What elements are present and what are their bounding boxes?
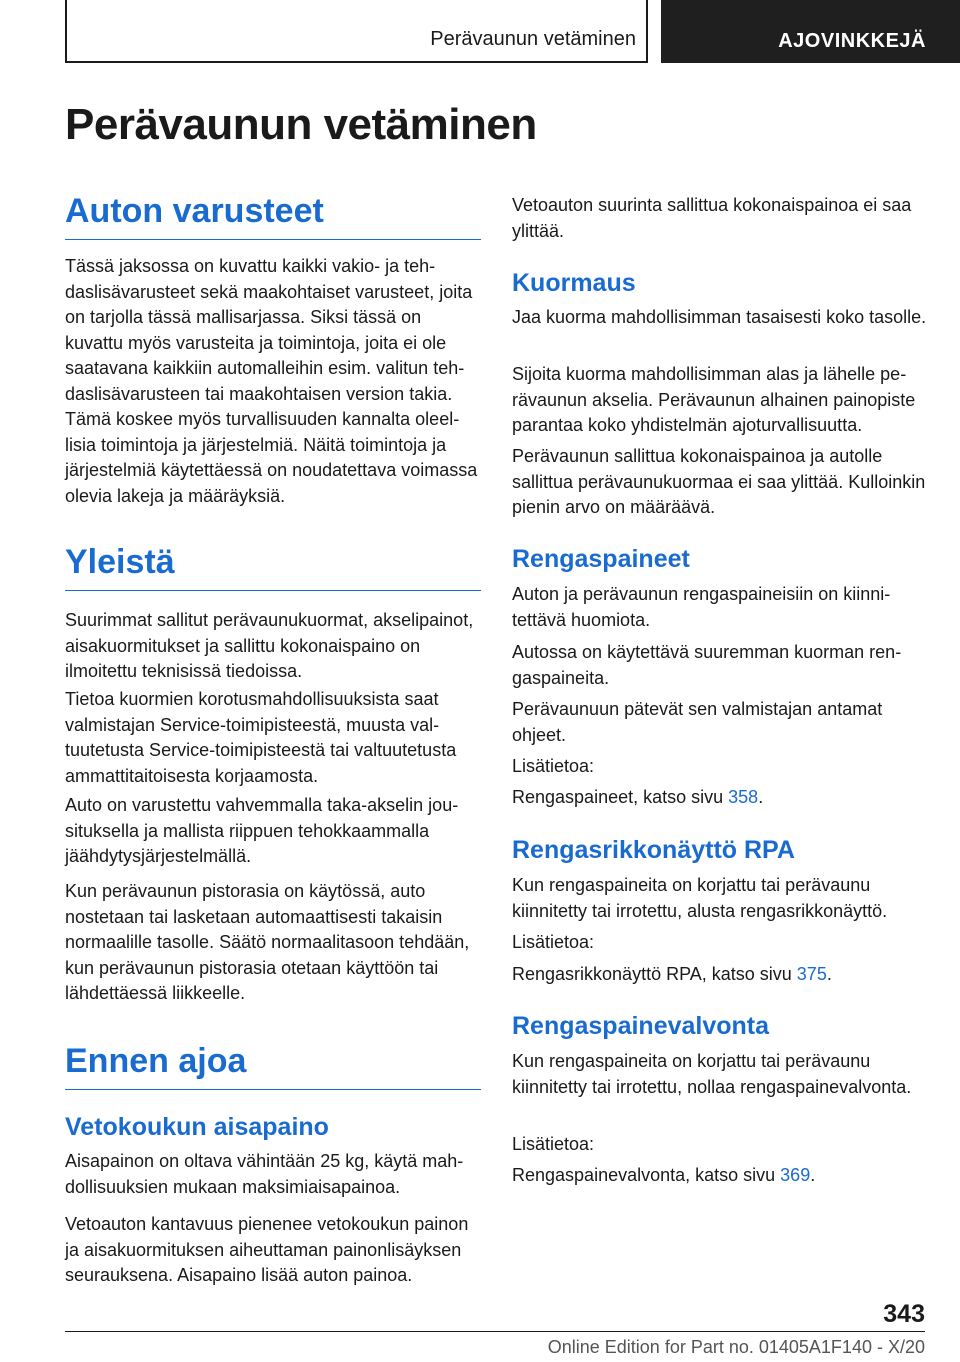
paragraph: Autossa on käytettävä suuremman kuorman rengaspaineita. xyxy=(512,642,902,688)
section-title-ennen-ajoa: Ennen ajoa xyxy=(65,1042,481,1090)
reference-text: Rengasrikkonäyttö RPA, katso sivu xyxy=(512,964,797,984)
page-link[interactable]: 369 xyxy=(780,1165,811,1185)
paragraph: Suurimmat sallitut perävaunukuormat, akselipainot, aisakuormitukset ja sallittu kokonaispaino on ilmoitettu teknisissä tiedoissa. xyxy=(65,610,474,681)
paragraph: Vetoauton suurinta sallittua kokonaispainoa ei saa ylittää. xyxy=(512,195,912,241)
reference-period: . xyxy=(810,1165,816,1185)
reference-text: Rengaspainevalvonta, katso sivu xyxy=(512,1165,781,1185)
paragraph: Perävaunuun pätevät sen valmistajan antamat ohjeet. xyxy=(512,699,883,745)
header-section-label: AJOVINKKEJÄ xyxy=(778,30,926,52)
cross-reference xyxy=(512,785,928,811)
paragraph: Aisapainon on oltava vähintään 25 kg, käytä mahdollisuuksien mukaan maksimiaisapainoa. xyxy=(65,1151,464,1197)
header-section-box xyxy=(661,0,960,63)
paragraph: Jaa kuorma mahdollisimman tasaisesti koko tasolle. xyxy=(512,307,927,327)
cross-reference xyxy=(512,1163,928,1189)
paragraph: Lisätietoa: xyxy=(512,932,595,952)
paragraph: Auton ja perävaunun rengaspaineisiin on kiinnitettävä huomiota. xyxy=(512,584,891,630)
subsection-title-rengaspaineet: Rengaspaineet xyxy=(512,545,690,573)
section-title-auton-varusteet: Auton varusteet xyxy=(65,192,481,240)
header-chapter-box xyxy=(65,0,648,63)
page-link[interactable]: 375 xyxy=(796,964,827,984)
section-title-yleista: Yleistä xyxy=(65,543,481,591)
subsection-title-vetokoukun-aisapaino: Vetokoukun aisapaino xyxy=(65,1113,329,1141)
paragraph: Kun rengaspaineita on korjattu tai perävaunu kiinnitetty tai irrotettu, alusta rengasrikkonäyttö. xyxy=(512,875,888,921)
reference-text: Rengaspaineet, katso sivu xyxy=(512,787,729,807)
paragraph: Lisätietoa: xyxy=(512,756,595,776)
paragraph: Kun rengaspaineita on korjattu tai perävaunu kiinnitetty tai irrotettu, nollaa rengaspainevalvonta. xyxy=(512,1051,912,1097)
paragraph: Auto on varustettu vahvemmalla taka-akselin jousituksella ja mallista riippuen tehokkaammalla jäähdytysjärjestelmällä. xyxy=(65,795,459,866)
page-title: Perävaunun vetäminen xyxy=(65,100,537,149)
paragraph: Tässä jaksossa on kuvattu kaikki vakio- ja tehdaslisävarusteet sekä maakohtaiset varusteet, joita on tarjolla tässä mallisarjassa. Siksi tässä on kuvattu myös varusteita ja toimintoja, joita ei ole saatavana kaikkiin automalleihin esim. valitun tehdaslisävarusteen tai maakohtaisen version takia. Tämä koskee myös turvallisuuden kannalta oleellisia toimintoja ja järjestelmiä. Näitä toimintoja ja järjestelmiä käytettäessä on noudatettava voimassa olevia lakeja ja määräyksiä. xyxy=(65,256,478,506)
footer-divider xyxy=(65,1331,925,1332)
footer-edition: Online Edition for Part no. 01405A1F140 - X/20 xyxy=(547,1337,925,1357)
reference-period: . xyxy=(758,787,764,807)
paragraph: Tietoa kuormien korotusmahdollisuuksista saat valmistajan Service-toimipisteestä, muusta valtuutetusta Service-toimipisteestä tai valtuutetusta ammattitaitoisesta korjaamosta. xyxy=(65,689,457,786)
subsection-title-kuormaus: Kuormaus xyxy=(512,269,636,297)
paragraph: Vetoauton kantavuus pienenee vetokoukun painon ja aisakuormituksen aiheuttaman painonlisäyksen seurauksena. Aisapaino lisää auton painoa. xyxy=(65,1214,469,1285)
paragraph: Sijoita kuorma mahdollisimman alas ja lähelle perävaunun akselia. Perävaunun alhainen painopiste parantaa koko yhdistelmän ajoturvallisuutta. xyxy=(512,364,916,435)
page-link[interactable]: 358 xyxy=(728,787,759,807)
reference-period: . xyxy=(826,964,832,984)
subsection-title-rengaspainevalvonta: Rengaspainevalvonta xyxy=(512,1012,770,1040)
paragraph: Kun perävaunun pistorasia on käytössä, auto nostetaan tai lasketaan automaattisesti takaisin normaalille tasolle. Säätö normaalitasoon tehdään, kun perävaunun pistorasia otetaan käyttöön tai lähdettäessä liikkeelle. xyxy=(65,881,470,1003)
cross-reference xyxy=(512,962,928,988)
subsection-title-rengasrikkonaytto-rpa: Rengasrikkonäyttö RPA xyxy=(512,836,795,864)
page-number: 343 xyxy=(883,1300,925,1328)
header-chapter-title: Perävaunun vetäminen xyxy=(430,28,636,50)
paragraph: Lisätietoa: xyxy=(512,1134,595,1154)
paragraph: Perävaunun sallittua kokonaispainoa ja autolle sallittua perävaunukuormaa ei saa ylittää. Kulloinkin pienin arvo on määräävä. xyxy=(512,446,926,517)
